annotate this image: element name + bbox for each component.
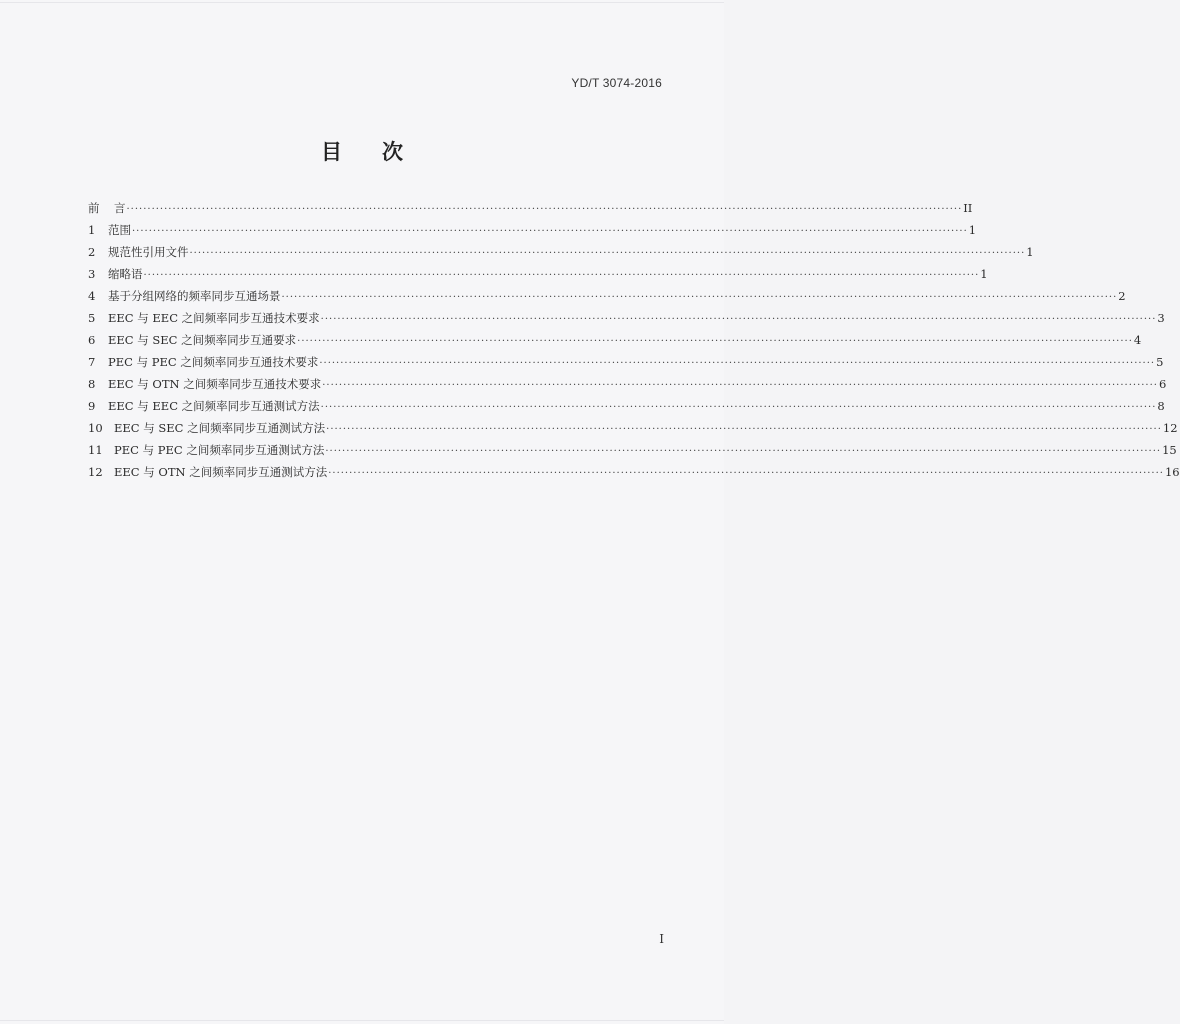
toc-title bbox=[0, 136, 724, 166]
toc-title-char-1: 目 bbox=[321, 140, 342, 164]
toc-entry-label: EEC 与 SEC 之间频率同步互通要求 bbox=[108, 333, 297, 347]
toc-entry-page: 1 bbox=[980, 267, 988, 281]
toc-entry-label: PEC 与 PEC 之间频率同步互通技术要求 bbox=[108, 355, 319, 369]
toc-dot-leader: ········································································································································································································ bbox=[320, 314, 1157, 325]
toc-entry[interactable] bbox=[88, 222, 977, 244]
toc-entry[interactable] bbox=[88, 354, 1164, 376]
toc-dot-leader: ········································································································································································································ bbox=[143, 270, 980, 281]
toc-entry[interactable] bbox=[88, 464, 1180, 486]
toc-dot-leader: ········································································································································································································ bbox=[320, 402, 1157, 413]
toc-entry-label: EEC 与 EEC 之间频率同步互通测试方法 bbox=[108, 399, 320, 413]
page-number: I bbox=[659, 932, 664, 946]
toc-entry-page: 8 bbox=[1157, 399, 1165, 413]
toc-entry-page: 12 bbox=[1162, 421, 1178, 435]
toc-entry-label: EEC 与 SEC 之间频率同步互通测试方法 bbox=[114, 421, 326, 435]
toc-entry-page: 4 bbox=[1133, 333, 1142, 347]
toc-dot-leader: ········································································································································································································ bbox=[326, 424, 1162, 435]
toc-dot-leader: ········································································································································································································ bbox=[126, 204, 963, 215]
toc-entry-number: 前 bbox=[88, 201, 100, 215]
toc-entry-label: 基于分组网络的频率同步互通场景 bbox=[108, 289, 281, 303]
toc-entry-page: 3 bbox=[1157, 311, 1165, 325]
toc-entry-number: 9 bbox=[88, 399, 96, 413]
toc-entry-number: 10 bbox=[88, 421, 103, 435]
toc-entry[interactable] bbox=[88, 420, 1178, 442]
toc-entry[interactable] bbox=[88, 200, 973, 222]
toc-dot-leader: ········································································································································································································ bbox=[189, 248, 1026, 259]
toc-entry-page: 2 bbox=[1118, 289, 1126, 303]
toc-entry[interactable] bbox=[88, 288, 1126, 310]
toc-entry-page: II bbox=[963, 201, 973, 215]
toc-entry-label: EEC 与 OTN 之间频率同步互通技术要求 bbox=[108, 377, 322, 391]
toc-entry-number: 1 bbox=[88, 223, 96, 237]
toc-entry-number: 7 bbox=[88, 355, 96, 369]
toc-entry-number: 4 bbox=[88, 289, 96, 303]
toc-title-char-2: 次 bbox=[382, 140, 403, 164]
toc-entry[interactable] bbox=[88, 376, 1167, 398]
toc-dot-leader: ········································································································································································································ bbox=[328, 468, 1164, 479]
standard-number: YD/T 3074-2016 bbox=[571, 76, 662, 90]
toc-entry-label: 规范性引用文件 bbox=[108, 245, 189, 259]
toc-entry[interactable] bbox=[88, 266, 988, 288]
toc-entry-page: 16 bbox=[1164, 465, 1180, 479]
toc-entry[interactable] bbox=[88, 332, 1142, 354]
toc-entry-label: PEC 与 PEC 之间频率同步互通测试方法 bbox=[114, 443, 325, 457]
scan-artifact-top bbox=[0, 2, 724, 3]
toc-dot-leader: ········································································································································································································ bbox=[319, 358, 1156, 369]
toc-entry-label: 缩略语 bbox=[108, 267, 143, 281]
toc-entry-number: 11 bbox=[88, 443, 103, 457]
toc-entry-number: 2 bbox=[88, 245, 96, 259]
toc-entry[interactable] bbox=[88, 442, 1177, 464]
toc-dot-leader: ········································································································································································································ bbox=[132, 226, 968, 237]
toc-entry-page: 15 bbox=[1162, 443, 1177, 457]
scan-artifact-bottom bbox=[0, 1020, 724, 1021]
toc-entry[interactable] bbox=[88, 310, 1165, 332]
toc-entry-page: 1 bbox=[968, 223, 977, 237]
toc-entry-page: 5 bbox=[1156, 355, 1164, 369]
toc-entry[interactable] bbox=[88, 398, 1165, 420]
toc-dot-leader: ········································································································································································································ bbox=[297, 336, 1133, 347]
toc-dot-leader: ········································································································································································································ bbox=[322, 380, 1158, 391]
toc-entry-label: 范围 bbox=[108, 223, 131, 237]
toc-entry-page: 1 bbox=[1026, 245, 1034, 259]
toc-entry-label: EEC 与 OTN 之间频率同步互通测试方法 bbox=[114, 465, 328, 479]
toc-entry-number: 12 bbox=[88, 465, 103, 479]
toc-list bbox=[88, 200, 1180, 486]
toc-entry-label: 言 bbox=[114, 201, 126, 215]
toc-entry[interactable] bbox=[88, 244, 1034, 266]
toc-entry-number: 8 bbox=[88, 377, 96, 391]
toc-dot-leader: ········································································································································································································ bbox=[325, 446, 1162, 457]
toc-dot-leader: ········································································································································································································ bbox=[281, 292, 1118, 303]
toc-entry-page: 6 bbox=[1158, 377, 1167, 391]
toc-entry-number: 3 bbox=[88, 267, 96, 281]
toc-entry-number: 6 bbox=[88, 333, 96, 347]
toc-entry-label: EEC 与 EEC 之间频率同步互通技术要求 bbox=[108, 311, 320, 325]
toc-entry-number: 5 bbox=[88, 311, 96, 325]
